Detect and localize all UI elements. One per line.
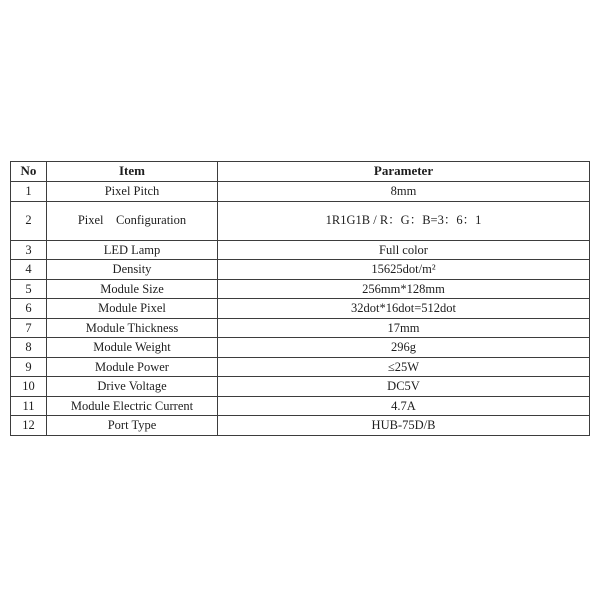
- cell-item: Module Weight: [47, 338, 218, 358]
- table-row: [11, 279, 590, 299]
- cell-no: 7: [11, 318, 47, 338]
- cell-item: Drive Voltage: [47, 377, 218, 397]
- cell-item: Module Electric Current: [47, 396, 218, 416]
- table-row: [11, 260, 590, 280]
- table-row: [11, 338, 590, 358]
- cell-item: Module Pixel: [47, 299, 218, 319]
- cell-no: 8: [11, 338, 47, 358]
- cell-parameter: 4.7A: [218, 396, 590, 416]
- header-parameter: Parameter: [218, 162, 590, 182]
- header-item: Item: [47, 162, 218, 182]
- cell-item: Pixel Configuration: [47, 201, 218, 240]
- cell-no: 5: [11, 279, 47, 299]
- cell-no: 11: [11, 396, 47, 416]
- spec-table: [10, 161, 590, 436]
- cell-parameter: ≤25W: [218, 357, 590, 377]
- table-row: [11, 201, 590, 240]
- cell-no: 1: [11, 182, 47, 202]
- cell-item: Density: [47, 260, 218, 280]
- header-no: No: [11, 162, 47, 182]
- cell-no: 12: [11, 416, 47, 436]
- cell-parameter: 17mm: [218, 318, 590, 338]
- table-row: [11, 357, 590, 377]
- table-row: [11, 416, 590, 436]
- cell-item: Port Type: [47, 416, 218, 436]
- cell-parameter: DC5V: [218, 377, 590, 397]
- cell-parameter: 8mm: [218, 182, 590, 202]
- table-row: [11, 318, 590, 338]
- cell-no: 6: [11, 299, 47, 319]
- cell-parameter: 296g: [218, 338, 590, 358]
- table-row: [11, 377, 590, 397]
- cell-parameter: HUB-75D/B: [218, 416, 590, 436]
- cell-item: Module Thickness: [47, 318, 218, 338]
- cell-item: LED Lamp: [47, 240, 218, 260]
- cell-parameter: 256mm*128mm: [218, 279, 590, 299]
- cell-no: 9: [11, 357, 47, 377]
- cell-parameter: Full color: [218, 240, 590, 260]
- table-row: [11, 396, 590, 416]
- spec-table-body: [11, 182, 590, 436]
- cell-parameter: 32dot*16dot=512dot: [218, 299, 590, 319]
- table-row: [11, 182, 590, 202]
- cell-item: Module Size: [47, 279, 218, 299]
- cell-no: 10: [11, 377, 47, 397]
- table-row: [11, 299, 590, 319]
- cell-parameter: 1R1G1B / R：G：B=3：6：1: [218, 201, 590, 240]
- table-row: [11, 240, 590, 260]
- cell-no: 2: [11, 201, 47, 240]
- cell-no: 3: [11, 240, 47, 260]
- header-row: [11, 162, 590, 182]
- cell-item: Pixel Pitch: [47, 182, 218, 202]
- cell-parameter: 15625dot/m²: [218, 260, 590, 280]
- cell-item: Module Power: [47, 357, 218, 377]
- cell-no: 4: [11, 260, 47, 280]
